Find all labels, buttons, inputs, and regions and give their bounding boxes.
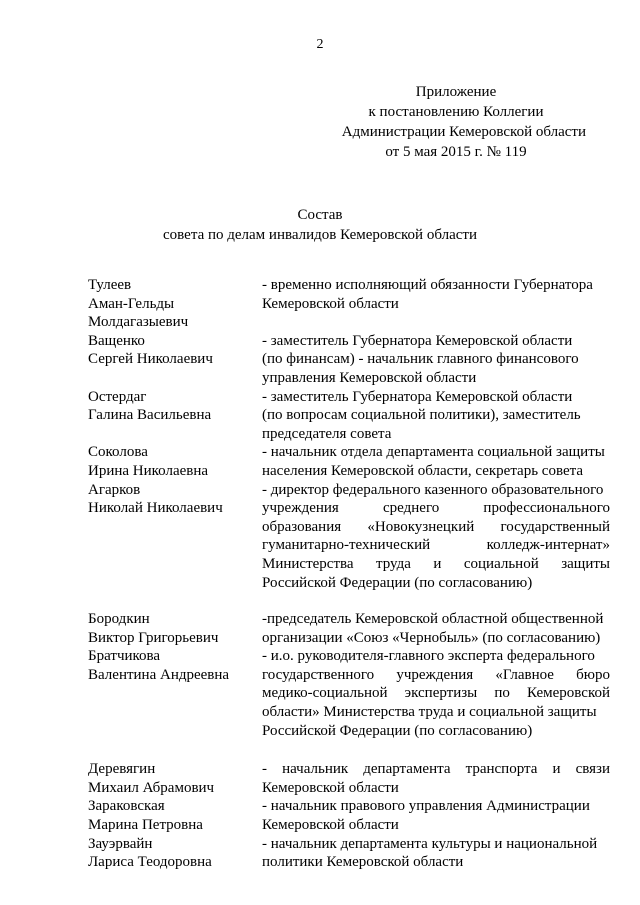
position-line: гуманитарно-технический колледж-интернат» <box>262 537 610 554</box>
position-line: медико-социальной экспертизы по Кемеровской <box>262 685 610 702</box>
member-name <box>88 276 262 332</box>
position-line: - временно исполняющий обязанности Губернатора <box>262 277 593 293</box>
member-given-name: Николай Николаевич <box>88 500 223 517</box>
position-line: - начальник отдела департамента социальной защиты <box>262 444 605 461</box>
position-line: Российской Федерации (по согласованию) <box>262 574 533 591</box>
member-entry <box>88 835 610 872</box>
position-line: - начальник правового управления Администрации <box>262 798 590 815</box>
member-surname: Соколова <box>88 444 148 461</box>
member-position <box>262 481 610 593</box>
position-line: (по финансам) - начальник главного финансового <box>262 351 579 368</box>
member-name <box>88 481 262 593</box>
member-given-name: Ирина Николаевна <box>88 462 209 479</box>
position-line: Кемеровской области <box>262 817 399 834</box>
member-surname: Тулеев <box>88 277 132 293</box>
member-position <box>262 835 610 872</box>
spacer <box>88 592 610 610</box>
member-given-name: Сергей Николаевич <box>88 351 213 368</box>
member-name <box>88 760 262 797</box>
position-line: области» Министерства труда и социальной защиты <box>262 704 597 721</box>
spacer <box>88 740 610 760</box>
position-line: населения Кемеровской области, секретарь совета <box>262 462 584 479</box>
position-line: - заместитель Губернатора Кемеровской области <box>262 332 573 349</box>
member-position <box>262 388 610 444</box>
position-line: Кемеровской области <box>262 779 399 796</box>
member-given-name: Аман-Гельды <box>88 295 175 312</box>
member-surname: Зауэрвайн <box>88 835 153 852</box>
member-given-name: Галина Васильевна <box>88 407 212 424</box>
appendix-line: к постановлению Коллегии <box>368 104 544 120</box>
position-line: Министерства труда и социальной защиты <box>262 555 610 572</box>
member-entry <box>88 276 610 332</box>
member-given-name: Михаил Абрамович <box>88 779 215 796</box>
position-line: образования «Новокузнецкий государственный <box>262 518 610 535</box>
position-line: - заместитель Губернатора Кемеровской области <box>262 388 573 405</box>
member-position <box>262 797 610 834</box>
member-name <box>88 332 262 388</box>
position-line: - начальник департамента культуры и национальной <box>262 835 598 852</box>
member-given-name: Марина Петровна <box>88 817 203 834</box>
position-line: -председатель Кемеровской областной общественной <box>262 611 604 628</box>
member-surname: Агарков <box>88 481 141 498</box>
member-surname: Ващенко <box>88 332 145 349</box>
position-line: политики Кемеровской области <box>262 854 464 871</box>
member-entry <box>88 610 610 647</box>
member-entry <box>88 481 610 593</box>
position-line: - и.о. руководителя-главного эксперта федерального <box>262 648 595 665</box>
position-line: Кемеровской области <box>262 295 399 312</box>
position-line: Российской Федерации (по согласованию) <box>262 722 533 739</box>
member-entry <box>88 332 610 388</box>
member-position <box>262 610 610 647</box>
member-name <box>88 388 262 444</box>
member-entry <box>88 797 610 834</box>
member-surname: Остердаг <box>88 388 147 405</box>
position-line: - директор федерального казенного образовательного <box>262 481 604 498</box>
member-name <box>88 647 262 740</box>
member-given-name: Виктор Григорьевич <box>88 629 219 646</box>
appendix-line: Администрации Кемеровской области <box>341 124 586 140</box>
member-entry <box>88 760 610 797</box>
member-position <box>262 760 610 797</box>
member-surname: Бородкин <box>88 611 150 628</box>
title-line: Состав <box>297 207 343 223</box>
member-position <box>262 332 610 388</box>
member-entry <box>88 443 610 480</box>
member-surname: Деревягин <box>88 761 156 778</box>
position-line: - начальник департамента транспорта и связи <box>262 761 610 778</box>
document-title <box>0 205 640 245</box>
member-entry <box>88 647 610 740</box>
position-line: государственного учреждения «Главное бюро <box>262 666 610 683</box>
appendix-line: Приложение <box>415 84 497 100</box>
members-list <box>88 276 610 872</box>
member-name <box>88 443 262 480</box>
position-line: управления Кемеровской области <box>262 369 477 386</box>
position-line: организации «Союз «Чернобыль» (по согласованию) <box>262 629 601 646</box>
page-number: 2 <box>316 37 324 52</box>
member-given-name: Валентина Андреевна <box>88 666 230 683</box>
position-line: учреждения среднего профессионального <box>262 500 610 517</box>
member-position <box>262 443 610 480</box>
member-given-name: Лариса Теодоровна <box>88 854 212 871</box>
title-line: совета по делам инвалидов Кемеровской области <box>163 227 477 243</box>
member-position <box>262 647 610 740</box>
member-name <box>88 797 262 834</box>
member-surname: Братчикова <box>88 648 161 665</box>
appendix-line: от 5 мая 2015 г. № 119 <box>385 144 527 160</box>
position-line: (по вопросам социальной политики), заместитель <box>262 407 581 424</box>
member-name <box>88 835 262 872</box>
member-name <box>88 610 262 647</box>
position-line: председателя совета <box>262 425 392 442</box>
member-surname: Зараковская <box>88 798 165 815</box>
appendix-header <box>286 82 586 162</box>
member-patronymic: Молдагазыевич <box>88 314 189 331</box>
member-entry <box>88 388 610 444</box>
member-position <box>262 276 610 332</box>
